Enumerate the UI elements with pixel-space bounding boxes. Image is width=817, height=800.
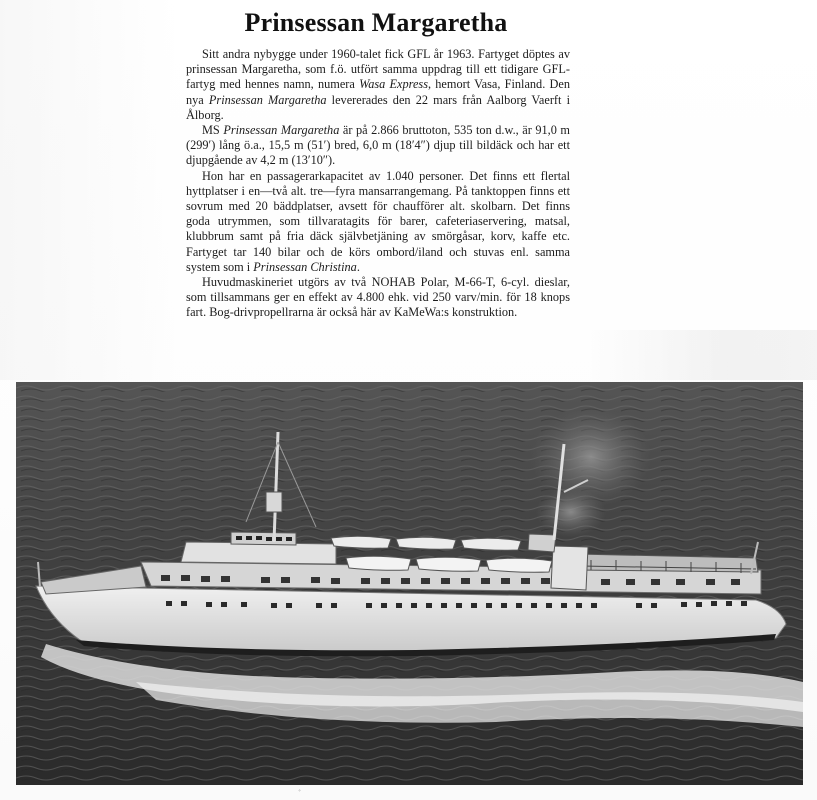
ship-name-italic: Wasa Express bbox=[359, 77, 428, 92]
text-run: , hemort Vasa, Finland. Den nya bbox=[186, 77, 570, 107]
article-paragraph bbox=[186, 123, 570, 169]
text-run: Huvudmaskineriet utgörs av två NOHAB Polar, M-66-T, 6-cyl. dieslar, som tillsammans ger en effekt av 4.800 ehk. vid 250 varv/min. för 18 knops fart. Bog-drivpropellrarna är också här av KaMeWa:s konstruktion. bbox=[186, 275, 570, 320]
bridge-deck bbox=[181, 542, 336, 564]
bleed-through-shade-left bbox=[0, 0, 175, 380]
article-body bbox=[186, 47, 570, 321]
article-paragraph bbox=[186, 275, 570, 321]
bleed-through-shade-right bbox=[590, 330, 817, 380]
text-run: levererades den 22 mars från Aalborg Vaerft i Ålborg. bbox=[186, 92, 570, 122]
text-run: . bbox=[356, 259, 360, 274]
ship-name-italic: Prinsessan Margaretha bbox=[223, 123, 340, 138]
article-paragraph bbox=[186, 169, 570, 275]
text-run: Hon har en passagerarkapacitet av 1.040 personer. Det finns ett flertal hyttplatser i en—två alt. tre—fyra mansarrangemang. På tanktoppen finns ett sovrum med 20 bäddplatser, avsett för chaufförer alt. skolbarn. Det finns goda utrymmen, som tillvaratagits för barer, cafeteriaservering, matsal, klubbrum samt på fria däck självbetjäning av smörgåsar, korv, kaffe etc. Fartyget tar 140 bilar och de körs ombord/iland och stuvas enl. samma system som i bbox=[186, 168, 570, 274]
ship-name-italic: Prinsessan Margaretha bbox=[208, 92, 327, 107]
article-title: Prinsessan Margaretha bbox=[244, 8, 508, 37]
lifeboats-upper bbox=[331, 536, 521, 550]
text-run: Sitt andra nybygge under 1960-talet fick GFL år 1963. Fartyget döptes av prinsessan Margaretha, som f.ö. utfört samma uppdrag till ett tidigare GFL-fartyg med hennes namn, numera bbox=[186, 47, 570, 92]
ship-illustration bbox=[16, 382, 803, 785]
ship-name-italic: Prinsessan Christina bbox=[253, 259, 357, 274]
text-run: är på 2.866 bruttoton, 535 ton d.w., är 91,0 m (299′) lång ö.a., 15,5 m (51′) bred, 6,0 m (18′4″) djup till bildäck och har ett djupgående av 4,2 m (13′10″). bbox=[186, 123, 570, 168]
article-paragraph bbox=[186, 47, 570, 123]
print-mark: ﾞ bbox=[298, 790, 303, 800]
text-run: MS bbox=[202, 123, 224, 138]
funnel-casing bbox=[528, 534, 556, 552]
lifeboats-lower bbox=[346, 556, 552, 572]
radar-housing bbox=[266, 492, 282, 512]
smoke-plume-low bbox=[536, 487, 606, 537]
ship-photo bbox=[16, 382, 803, 785]
funnel-icon bbox=[551, 546, 588, 590]
